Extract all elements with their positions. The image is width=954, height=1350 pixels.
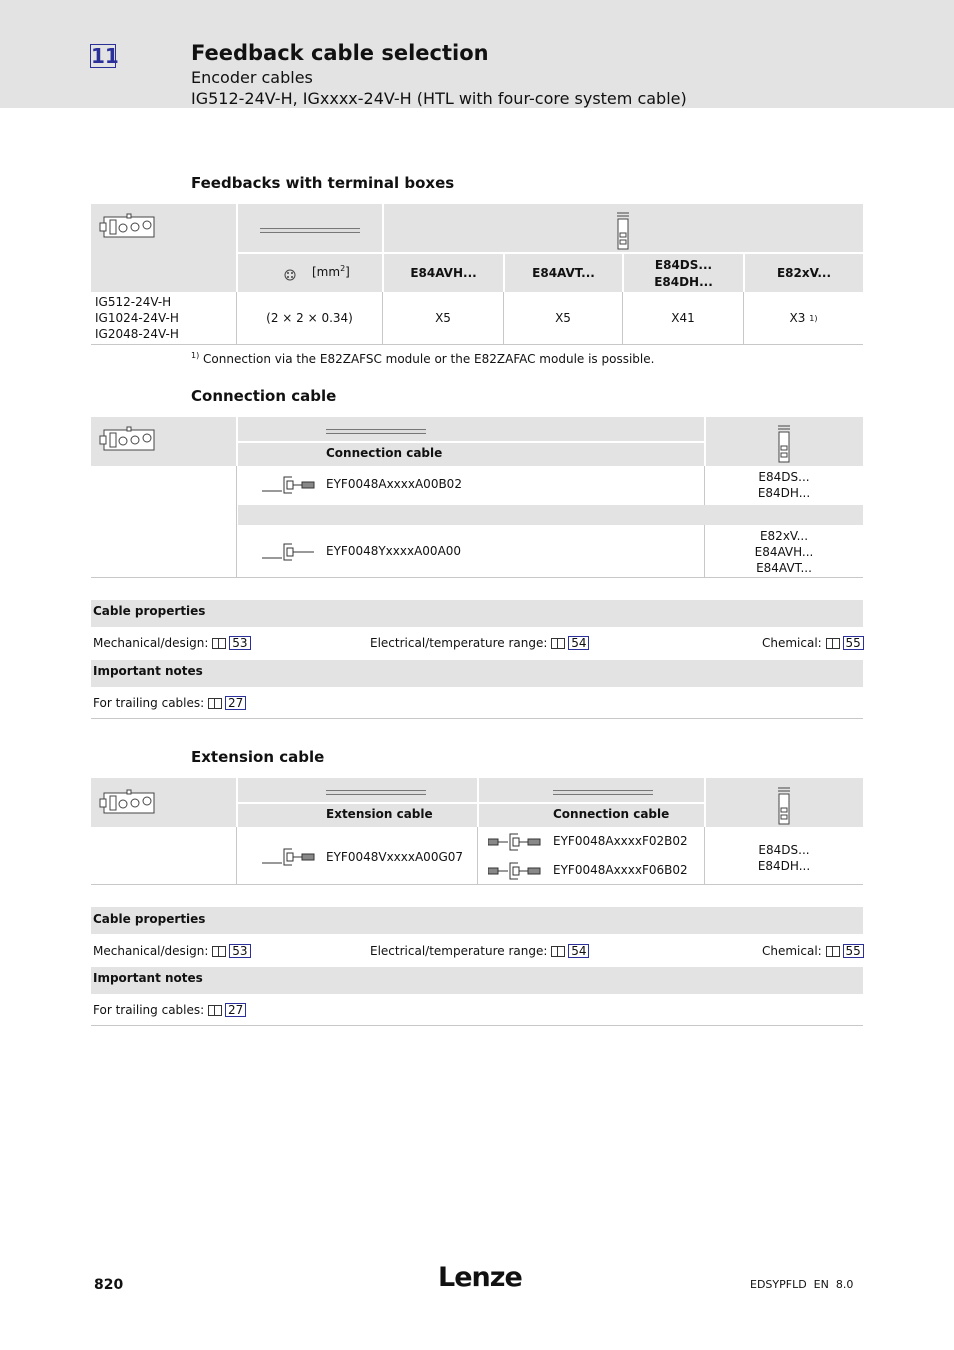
chapter-link[interactable]: 11 [91,44,119,68]
page-link-55[interactable]: 55 [843,944,864,958]
cable-plug-icon [262,474,318,496]
cable-icon [260,228,360,233]
book-icon [208,698,222,709]
book-icon [208,1005,222,1016]
col-header-e84avt: E84AVT... [532,266,595,280]
row-divider [236,827,237,884]
drive-controller-icon [615,211,631,251]
encoder-models: IG512-24V-H IG1024-24V-H IG2048-24V-H [95,295,179,341]
table3-bottom-rule [91,884,863,885]
page-title: Feedback cable selection [191,41,489,65]
properties-bottom-rule [91,718,863,719]
section-heading-terminal-boxes: Feedbacks with terminal boxes [191,174,455,192]
page-link-53[interactable]: 53 [229,944,250,958]
connection-cable-code-1: EYF0048AxxxxF02B02 [553,834,688,848]
terminal-x3: X3 1) [789,311,818,325]
cable-icon [553,790,653,795]
col-header-extension-cable: Extension cable [326,807,433,821]
page-number: 820 [94,1277,124,1293]
trailing-ref: For trailing cables: 27 [93,696,246,710]
section-heading-connection-cable: Connection cable [191,387,337,405]
table2-divider [238,441,704,443]
table1-bottom-rule [91,344,863,345]
row-divider [236,466,237,577]
mechanical-ref: Mechanical/design: 53 [93,636,251,650]
table3-divider [238,802,704,804]
page-subtitle: Encoder cables [191,68,313,87]
unit-label: $[mm^2]$ [312,264,350,279]
cable-properties-label: Cable properties [93,912,206,926]
page-link-27[interactable]: 27 [225,696,246,710]
encoder-terminal-box-icon [98,212,156,240]
cable-icon [326,429,426,434]
document-id: EDSYPFLD EN 8.0 [750,1278,854,1291]
book-icon [826,946,840,957]
book-icon [551,946,565,957]
connection-cable-code-2: EYF0048AxxxxF06B02 [553,863,688,877]
col-header-e82xv: E82xV... [776,266,832,280]
target-devices-1: E84DS... E84DH... [757,470,811,500]
cross-section-value: (2 × 2 × 0.34) [266,311,353,325]
lenze-logo: Lenze [438,1262,522,1293]
terminal-x5-avh: X5 [435,311,451,325]
target-devices-2: E82xV... E84AVH... E84AVT... [754,529,814,575]
encoder-terminal-box-icon [98,788,156,816]
table3-divider [704,778,706,827]
important-notes-label: Important notes [93,664,203,678]
book-icon [212,946,226,957]
target-devices-3: E84DS... E84DH... [757,843,811,873]
table2-divider [704,417,706,466]
section-heading-extension-cable: Extension cable [191,748,325,766]
cable-plug-icon [262,846,318,868]
book-icon [551,638,565,649]
important-notes-label: Important notes [93,971,203,985]
cable-plug-icon [488,860,544,882]
notes-band [91,660,863,687]
chemical-ref: Chemical: 55 [762,636,864,650]
page-subtitle-2: IG512-24V-H, IGxxxx-24V-H (HTL with four-core system cable) [191,89,687,108]
page-link-27[interactable]: 27 [225,1003,246,1017]
electrical-ref: Electrical/temperature range: 54 [370,944,589,958]
drive-controller-icon [776,786,792,826]
page-link-54[interactable]: 54 [568,944,589,958]
electrical-ref: Electrical/temperature range: 54 [370,636,589,650]
separator-band [238,505,863,525]
terminal-x41: X41 [671,311,695,325]
properties-band [91,600,863,627]
terminal-x5-avt: X5 [555,311,571,325]
footnote: $^{1)}$ Connection via the E82ZAFSC module or the E82ZAFAC module is possible. [191,351,655,366]
col-header-connection-cable: Connection cable [553,807,670,821]
encoder-terminal-box-icon [98,425,156,453]
cable-code-2: EYF0048YxxxxA00A00 [326,544,462,558]
cable-plug-icon [488,831,544,853]
col-header-e84avh: E84AVH... [410,266,477,280]
cable-plug-icon [262,541,318,563]
table1-divider [236,204,238,292]
page-link-53[interactable]: 53 [229,636,250,650]
col-header-connection-cable: Connection cable [326,446,443,460]
notes-band [91,967,863,994]
page-link-54[interactable]: 54 [568,636,589,650]
properties-bottom-rule [91,1025,863,1026]
cable-icon [326,790,426,795]
col-header-e84ds-dh: E84DS... E84DH... [654,258,713,289]
properties-band [91,907,863,934]
table2-bottom-rule [91,577,863,578]
cable-properties-label: Cable properties [93,604,206,618]
mechanical-ref: Mechanical/design: 53 [93,944,251,958]
chemical-ref: Chemical: 55 [762,944,864,958]
connector-pins-icon [284,269,296,281]
row-divider [477,827,478,884]
book-icon [826,638,840,649]
drive-controller-icon [776,424,792,464]
cable-code-1: EYF0048AxxxxA00B02 [326,477,462,491]
book-icon [212,638,226,649]
trailing-ref: For trailing cables: 27 [93,1003,246,1017]
page-link-55[interactable]: 55 [843,636,864,650]
extension-cable-code: EYF0048VxxxxA00G07 [326,850,464,864]
